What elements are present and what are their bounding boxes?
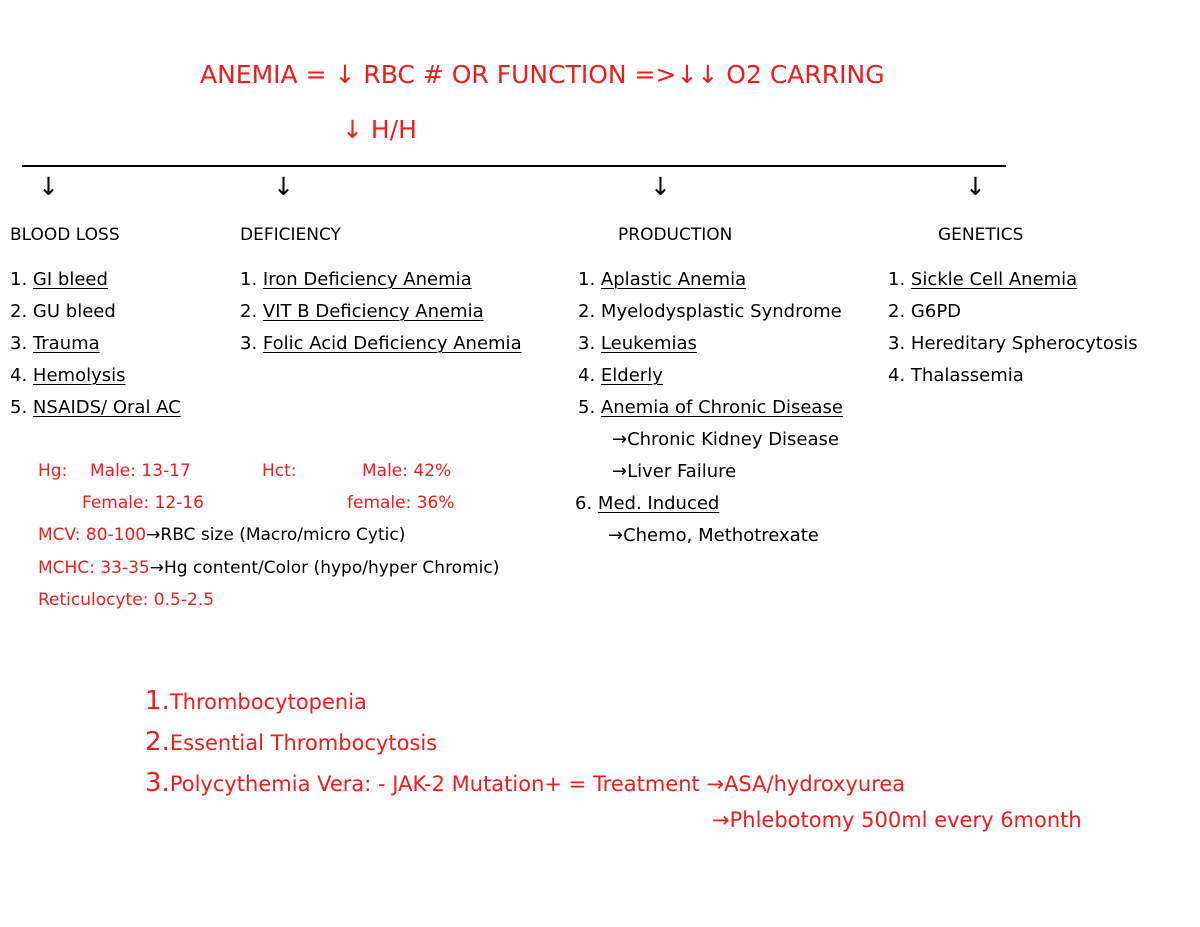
column-heading-blood-loss: BLOOD LOSS <box>10 225 120 245</box>
mcv-line: MCV: 80-100→RBC size (Macro/micro Cytic) <box>38 525 406 545</box>
arrow-down-icon: ↓ <box>650 172 671 201</box>
list-production <box>575 264 843 552</box>
list-item: 3. Trauma <box>10 333 100 354</box>
hct-male: Male: 42% <box>362 461 452 481</box>
mchc-line: MCHC: 33-35→Hg content/Color (hypo/hyper Chromic) <box>38 558 500 578</box>
list-item: →Liver Failure <box>612 461 737 482</box>
column-heading-deficiency: DEFICIENCY <box>240 225 341 245</box>
hg-male: Male: 13-17 <box>90 461 191 481</box>
reticulocyte-line: Reticulocyte: 0.5-2.5 <box>38 590 215 610</box>
list-item: →Chemo, Methotrexate <box>608 525 819 546</box>
list-item: 5. Anemia of Chronic Disease <box>578 397 843 418</box>
hct-female: female: 36% <box>347 493 455 513</box>
column-heading-genetics: GENETICS <box>938 225 1024 245</box>
list-item: 4. Elderly <box>578 365 663 386</box>
hg-label: Hg: <box>38 461 68 481</box>
page-title: ANEMIA = ↓ RBC # OR FUNCTION =>↓↓ O2 CARRING <box>200 60 885 89</box>
arrow-down-icon: ↓ <box>965 172 986 201</box>
arrow-down-icon: ↓ <box>273 172 294 201</box>
list-item: 3. Folic Acid Deficiency Anemia <box>240 333 522 354</box>
bottom-list-item: 1.Thrombocytopenia <box>145 686 367 716</box>
list-item: 1. Sickle Cell Anemia <box>888 269 1078 290</box>
arrow-down-icon: ↓ <box>38 172 59 201</box>
list-item: 6. Med. Induced <box>575 493 720 514</box>
list-blood-loss <box>10 264 181 424</box>
list-item: 4. Thalassemia <box>888 365 1024 386</box>
list-genetics <box>888 264 1138 392</box>
bottom-list-item: 2.Essential Thrombocytosis <box>145 727 438 757</box>
list-item: 2. GU bleed <box>10 301 116 322</box>
column-heading-production: PRODUCTION <box>618 225 733 245</box>
list-item: 3. Hereditary Spherocytosis <box>888 333 1138 354</box>
list-item: 1. Iron Deficiency Anemia <box>240 269 472 290</box>
list-item: 1. GI bleed <box>10 269 108 290</box>
list-deficiency <box>240 264 522 360</box>
list-item: 4. Hemolysis <box>10 365 126 386</box>
hct-label: Hct: <box>262 461 297 481</box>
list-item: 3. Leukemias <box>578 333 697 354</box>
bottom-continuation: →Phlebotomy 500ml every 6month <box>712 808 1082 832</box>
page-subtitle: ↓ H/H <box>342 115 417 144</box>
list-item: 1. Aplastic Anemia <box>578 269 747 290</box>
list-item: 2. G6PD <box>888 301 962 322</box>
list-item: 5. NSAIDS/ Oral AC <box>10 397 181 418</box>
bottom-list-item: 3.Polycythemia Vera: - JAK-2 Mutation+ = Treatment →ASA/hydroxyurea <box>145 768 906 798</box>
list-item: 2. VIT B Deficiency Anemia <box>240 301 484 322</box>
divider-line <box>22 165 1006 167</box>
list-item: →Chronic Kidney Disease <box>612 429 839 450</box>
list-item: 2. Myelodysplastic Syndrome <box>578 301 842 322</box>
hg-female: Female: 12-16 <box>82 493 204 513</box>
